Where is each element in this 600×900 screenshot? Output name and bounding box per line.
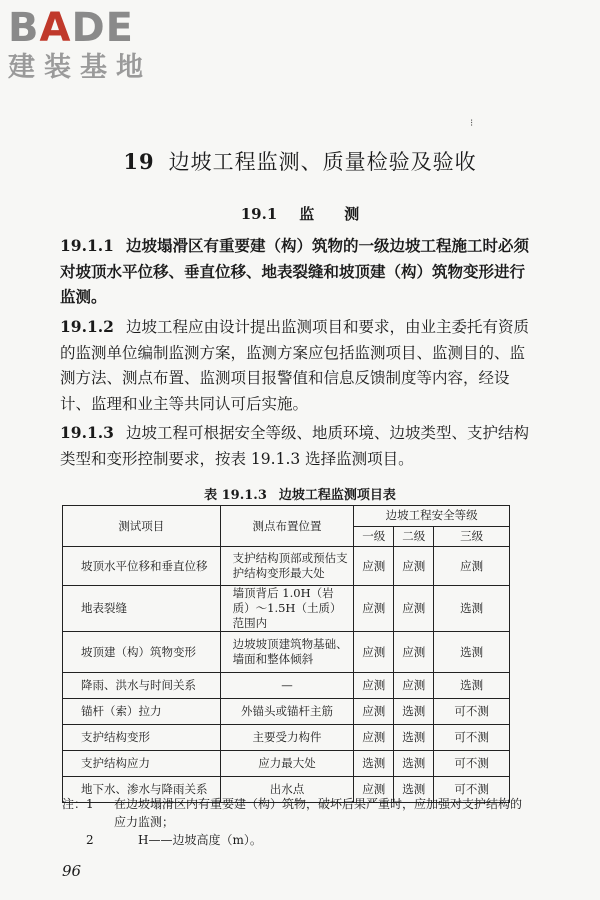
cell-level-2: 应测 (394, 586, 434, 632)
cell-level-1: 应测 (354, 699, 394, 725)
cell-level-3: 选测 (434, 586, 510, 632)
section-heading (0, 203, 600, 224)
cell-level-1: 应测 (354, 777, 394, 803)
cell-level-3: 应测 (434, 547, 510, 586)
chapter-number: 19 (123, 149, 155, 174)
cell-level-1: 选测 (354, 751, 394, 777)
table-header-row (63, 506, 510, 527)
cell-item: 支护结构应力 (63, 751, 221, 777)
cell-level-3: 可不测 (434, 777, 510, 803)
cell-level-2: 应测 (394, 673, 434, 699)
cell-level-2: 选测 (394, 777, 434, 803)
header-location: 测点布置位置 (220, 506, 354, 547)
cell-level-2: 应测 (394, 632, 434, 673)
table-row (63, 586, 510, 632)
cell-location: 支护结构顶部或预估支护结构变形最大处 (220, 547, 354, 586)
cell-level-2: 应测 (394, 547, 434, 586)
clause-19-1-2 (60, 314, 530, 417)
cell-level-1: 应测 (354, 673, 394, 699)
clause-number: 19.1.3 (60, 423, 114, 442)
note-text: H——边坡高度（m）。 (138, 833, 262, 847)
table-row (63, 725, 510, 751)
cell-location: 应力最大处 (220, 751, 354, 777)
cell-level-1: 应测 (354, 725, 394, 751)
scan-mark: ⁝ (470, 118, 474, 129)
header-level-2: 二级 (394, 526, 434, 547)
brand-logo (8, 6, 152, 84)
table-row (63, 673, 510, 699)
clause-text: 边坡塌滑区有重要建（构）筑物的一级边坡工程施工时必须对坡顶水平位移、垂直位移、地表裂缝和坡顶建（构）筑物变形进行监测。 (60, 236, 529, 306)
cell-level-3: 选测 (434, 673, 510, 699)
table-caption-number: 表 19.1.3 (204, 488, 267, 503)
note-1 (62, 795, 522, 831)
cell-item: 坡顶水平位移和垂直位移 (63, 547, 221, 586)
cell-location: 边坡坡顶建筑物基础、墙面和整体倾斜 (220, 632, 354, 673)
note-2 (62, 831, 522, 849)
cell-level-3: 选测 (434, 632, 510, 673)
cell-level-2: 选测 (394, 751, 434, 777)
cell-level-1: 应测 (354, 547, 394, 586)
clause-19-1-3 (60, 420, 530, 472)
cell-location: 出水点 (220, 777, 354, 803)
cell-location: 墙顶背后 1.0H（岩质）～1.5H（土质）范围内 (220, 586, 354, 632)
clause-text: 边坡工程应由设计提出监测项目和要求，由业主委托有资质的监测单位编制监测方案，监测方案应包括监测项目、监测目的、监测方法、测点布置、监测项目报警值和信息反馈制度等内容，经设计、监理和业主等共同认可后实施。 (60, 318, 529, 413)
cell-level-1: 应测 (354, 586, 394, 632)
section-title: 监 测 (299, 205, 360, 223)
table-caption-title: 边坡工程监测项目表 (278, 488, 396, 503)
table-row (63, 699, 510, 725)
cell-location: — (220, 673, 354, 699)
header-level-3: 三级 (434, 526, 510, 547)
logo-wordmark: BADE (8, 5, 134, 51)
page-number: 96 (62, 862, 82, 880)
clause-text: 边坡工程可根据安全等级、地质环境、边坡类型、支护结构类型和变形控制要求，按表 19.1.3 选择监测项目。 (60, 424, 529, 468)
clause-19-1-1 (60, 233, 530, 310)
table-row (63, 547, 510, 586)
cell-item: 地下水、渗水与降雨关系 (63, 777, 221, 803)
cell-level-2: 选测 (394, 725, 434, 751)
cell-location: 外锚头或锚杆主筋 (220, 699, 354, 725)
chapter-title (0, 146, 600, 176)
cell-level-2: 选测 (394, 699, 434, 725)
chapter-title-text: 边坡工程监测、质量检验及验收 (168, 150, 477, 174)
table-notes (62, 795, 522, 849)
table-row (63, 632, 510, 673)
header-level-group: 边坡工程安全等级 (354, 506, 510, 527)
cell-item: 降雨、洪水与时间关系 (63, 673, 221, 699)
cell-level-3: 可不测 (434, 725, 510, 751)
cell-location: 主要受力构件 (220, 725, 354, 751)
monitoring-items-table (62, 505, 510, 803)
table-row (63, 751, 510, 777)
section-number: 19.1 (240, 205, 278, 223)
note-label: 注：1 (62, 797, 94, 811)
header-item: 测试项目 (63, 506, 221, 547)
cell-item: 锚杆（索）拉力 (63, 699, 221, 725)
cell-item: 坡顶建（构）筑物变形 (63, 632, 221, 673)
note-text: 在边坡塌滑区内有重要建（构）筑物，破坏后果严重时，应加强对支护结构的应力监测； (114, 797, 523, 829)
cell-level-3: 可不测 (434, 699, 510, 725)
cell-item: 支护结构变形 (63, 725, 221, 751)
table-caption (0, 484, 600, 503)
cell-item: 地表裂缝 (63, 586, 221, 632)
header-level-1: 一级 (354, 526, 394, 547)
cell-level-1: 应测 (354, 632, 394, 673)
clause-number: 19.1.2 (60, 317, 114, 336)
cell-level-3: 可不测 (434, 751, 510, 777)
clause-number: 19.1.1 (60, 236, 114, 255)
note-number: 2 (86, 833, 94, 847)
logo-subtitle: 建装基地 (8, 52, 152, 83)
